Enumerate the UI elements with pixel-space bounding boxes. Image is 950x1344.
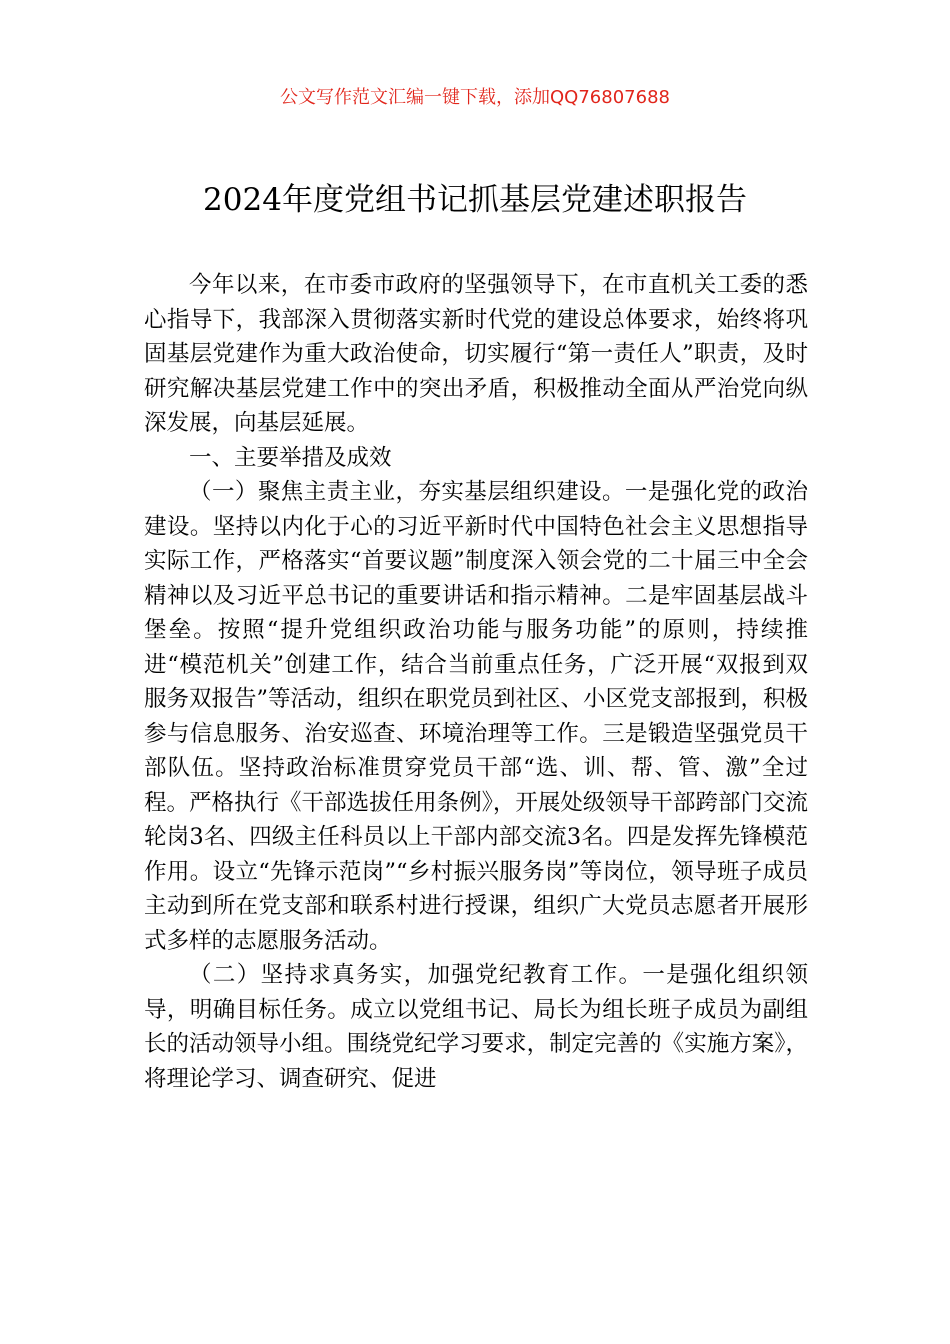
document-title: 2024年度党组书记抓基层党建述职报告 [203,182,747,218]
subsection-two-paragraph: （二）坚持求真务实，加强党纪教育工作。一是强化组织领导，明确目标任务。成立以党组书记、局长为组长班子成员为副组长的活动领导小组。围绕党纪学习要求，制定完善的《实施方案》，将理论学习、调查研究、促进 [144,962,808,1092]
document-body [144,268,808,1096]
section-heading: 一、主要举措及成效 [189,444,392,471]
intro-paragraph: 今年以来，在市委市政府的坚强领导下，在市直机关工委的悉心指导下，我部深入贯彻落实新时代党的建设总体要求，始终将巩固基层党建作为重大政治使命，切实履行“第一责任人”职责，及时研究解决基层党建工作中的突出矛盾，积极推动全面从严治党向纵深发展，向基层延展。 [144,272,808,436]
header-download-note: 公文写作范文汇编一键下载，添加QQ76807688 [280,87,670,108]
subsection-one-paragraph: （一）聚焦主责主业，夯实基层组织建设。一是强化党的政治建设。坚持以内化于心的习近平新时代中国特色社会主义思想指导实际工作，严格落实“首要议题”制度深入领会党的二十届三中全会精神以及习近平总书记的重要讲话和指示精神。二是牢固基层战斗堡垒。按照“提升党组织政治功能与服务功能”的原则，持续推进“模范机关”创建工作，结合当前重点任务，广泛开展“双报到双服务双报告”等活动，组织在职党员到社区、小区党支部报到，积极参与信息服务、治安巡查、环境治理等工作。三是锻造坚强党员干部队伍。坚持政治标准贯穿党员干部“选、训、帮、管、激”全过程。严格执行《干部选拔任用条例》，开展处级领导干部跨部门交流轮岗3名、四级主任科员以上干部内部交流3名。四是发挥先锋模范作用。设立“先锋示范岗”“乡村振兴服务岗”等岗位，领导班子成员主动到所在党支部和联系村进行授课，组织广大党员志愿者开展形式多样的志愿服务活动。 [144,479,809,954]
